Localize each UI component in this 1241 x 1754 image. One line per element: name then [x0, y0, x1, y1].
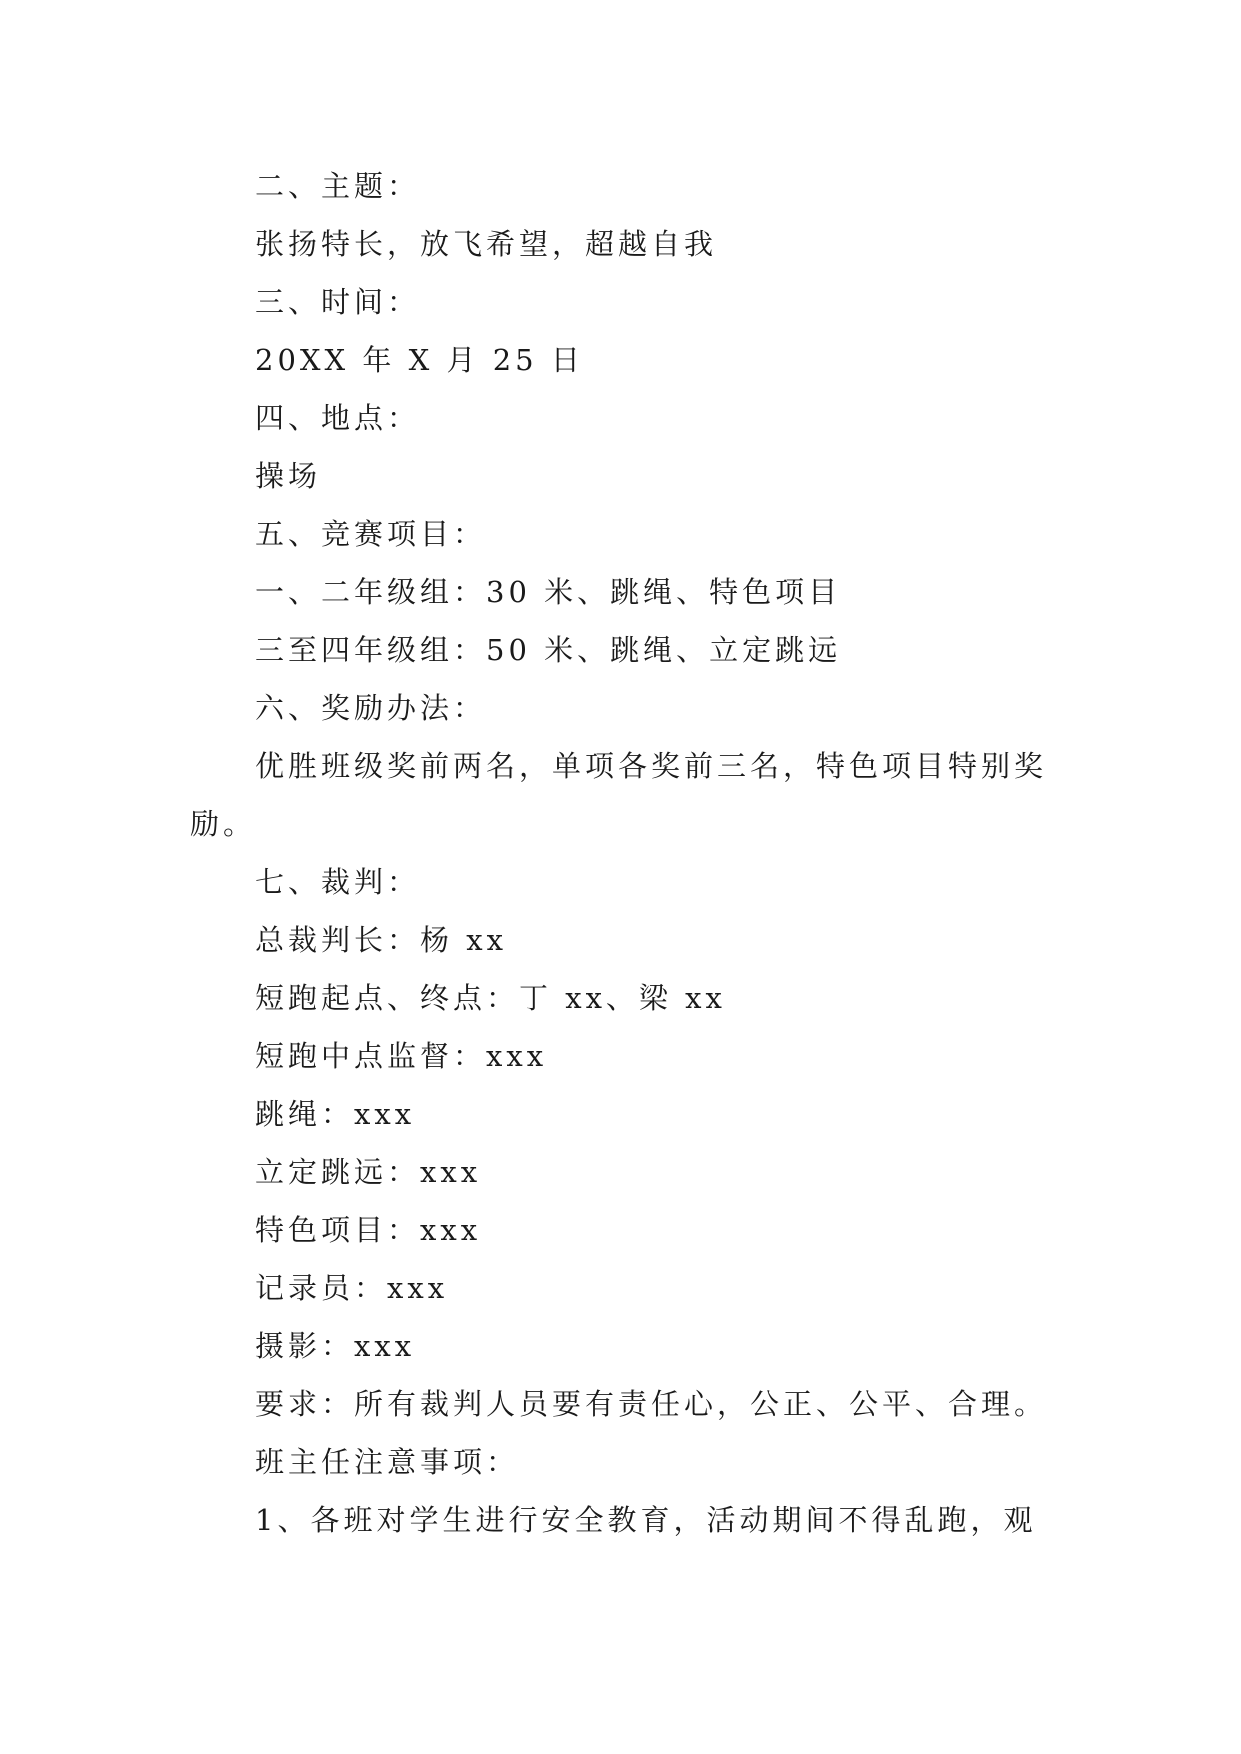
referee-requirements: 要求：所有裁判人员要有责任心，公正、公平、合理。: [255, 1387, 1048, 1421]
awards-text: 优胜班级奖前两名，单项各奖前三名，特色项目特别奖: [255, 749, 1048, 783]
section-heading-events: 五、竞赛项目：: [255, 517, 487, 551]
events-group-1-2: 一、二年级组：30 米、跳绳、特色项目: [255, 575, 842, 609]
referee-sprint-start-finish: 短跑起点、终点：丁 xx、梁 xx: [255, 981, 726, 1015]
section-heading-awards: 六、奖励办法：: [255, 691, 487, 725]
recorder: 记录员：xxx: [255, 1271, 449, 1305]
section-heading-location: 四、地点：: [255, 401, 421, 435]
awards-text-continued: 励。: [190, 807, 257, 841]
referee-special-event: 特色项目：xxx: [255, 1213, 482, 1247]
events-group-3-4: 三至四年级组：50 米、跳绳、立定跳远: [255, 633, 842, 667]
referee-sprint-midpoint: 短跑中点监督：xxx: [255, 1039, 548, 1073]
theme-text: 张扬特长，放飞希望，超越自我: [255, 227, 718, 261]
referee-rope-skipping: 跳绳：xxx: [255, 1097, 416, 1131]
photographer: 摄影：xxx: [255, 1329, 416, 1363]
section-heading-theme: 二、主题：: [255, 169, 421, 203]
referee-chief: 总裁判长：杨 xx: [255, 923, 507, 957]
location-text: 操场: [255, 459, 322, 493]
teacher-note-1: 1、各班对学生进行安全教育，活动期间不得乱跑，观: [255, 1503, 1037, 1537]
section-heading-time: 三、时间：: [255, 285, 421, 319]
referee-standing-long-jump: 立定跳远：xxx: [255, 1155, 482, 1189]
time-text: 20XX 年 X 月 25 日: [255, 343, 584, 377]
section-heading-teacher-notes: 班主任注意事项：: [255, 1445, 520, 1479]
section-heading-referees: 七、裁判：: [255, 865, 421, 899]
